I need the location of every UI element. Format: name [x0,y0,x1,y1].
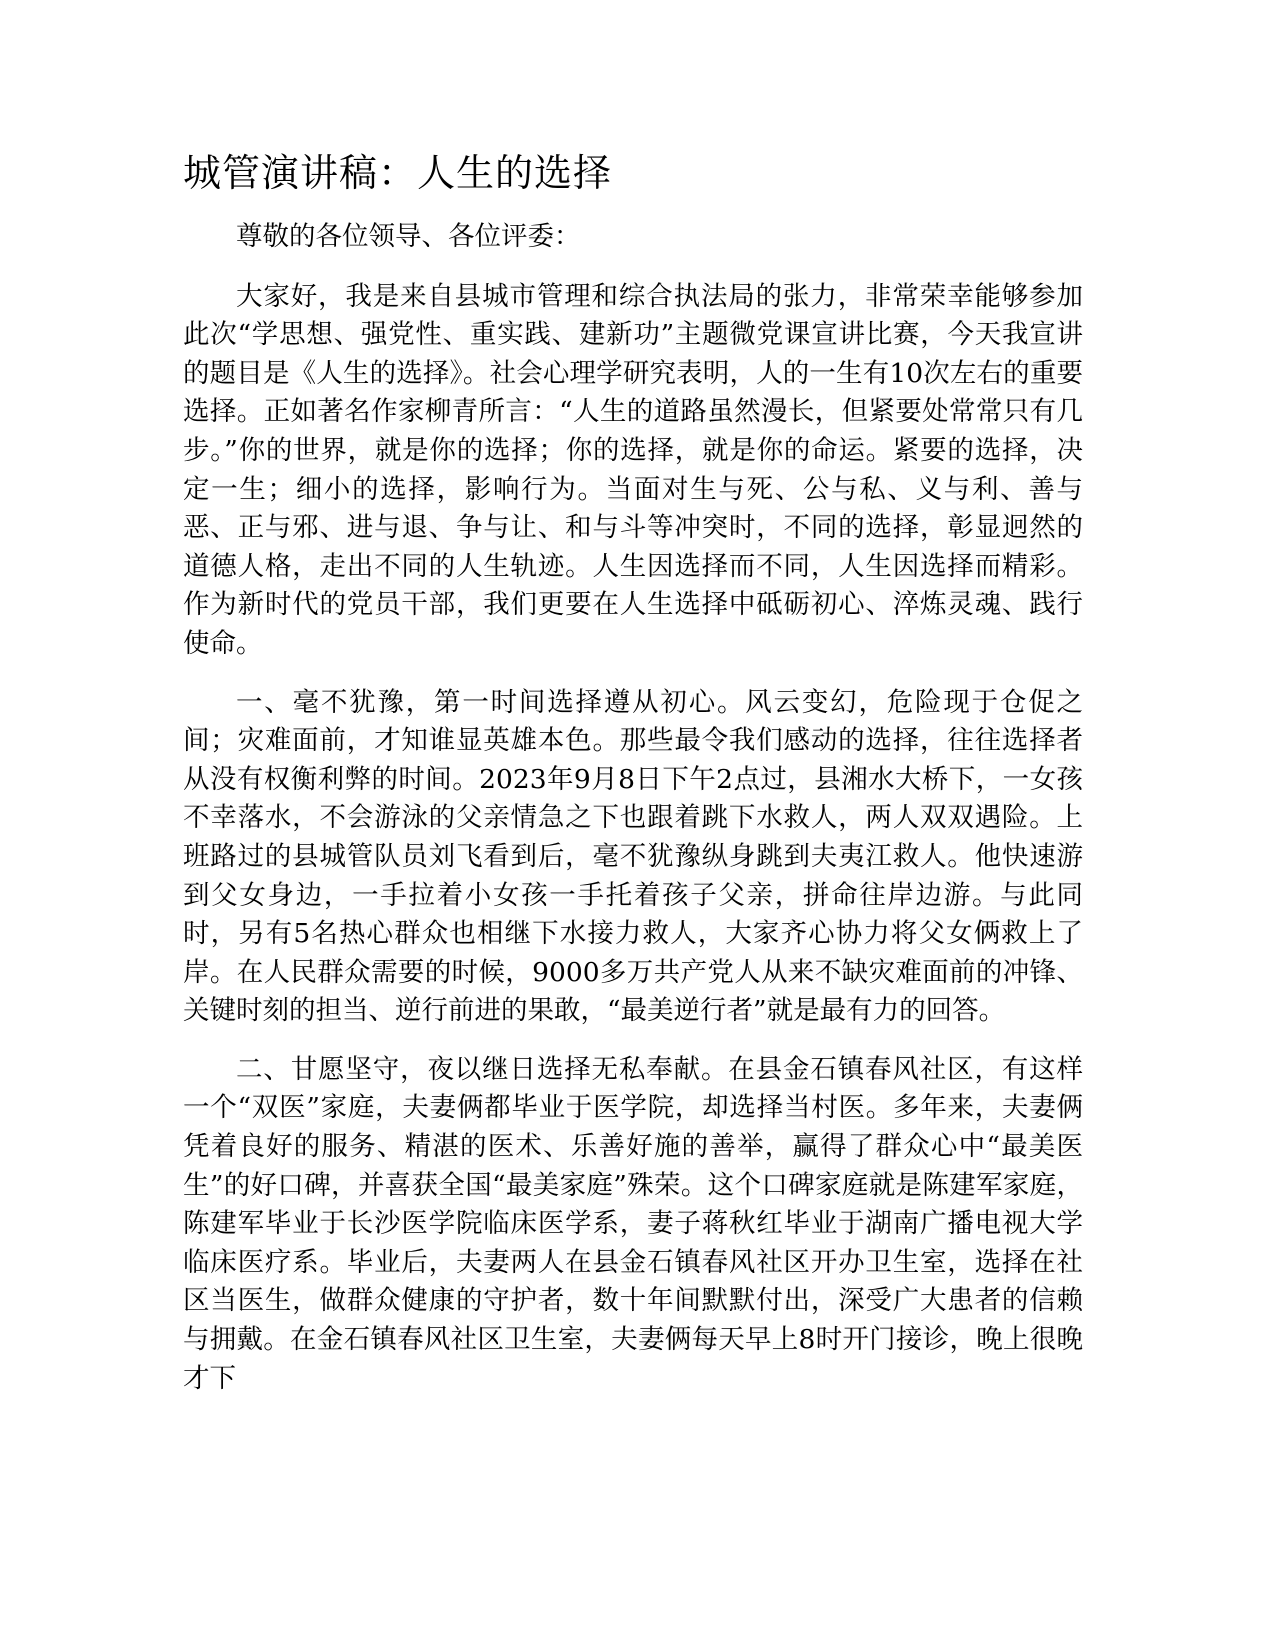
salutation-paragraph: 尊敬的各位领导、各位评委： [236,221,581,252]
document-title: 城管演讲稿：人生的选择 [183,151,613,195]
intro-paragraph: 大家好，我是来自县城市管理和综合执法局的张力，非常荣幸能够参加此次“学思想、强党性、重实践、建新功”主题微党课宣讲比赛，今天我宣讲的题目是《人生的选择》。社会心理学研究表明，人的一生有10次左右的重要选择。正如著名作家柳青所言：“人生的道路虽然漫长，但紧要处常常只有几步。”你的世界，就是你的选择；你的选择，就是你的命运。紧要的选择，决定一生；细小的选择，影响行为。当面对生与死、公与私、义与利、善与恶、正与邪、进与退、争与让、和与斗等冲突时，不同的选择，彰显迥然的道德人格，走出不同的人生轨迹。人生因选择而不同，人生因选择而精彩。作为新时代的党员干部，我们更要在人生选择中砥砺初心、淬炼灵魂、践行使命。 [183,280,1083,659]
section-two-paragraph: 二、甘愿坚守，夜以继日选择无私奉献。在县金石镇春风社区，有这样一个“双医”家庭，夫妻俩都毕业于医学院，却选择当村医。多年来，夫妻俩凭着良好的服务、精湛的医术、乐善好施的善举，赢得了群众心中“最美医生”的好口碑，并喜获全国“最美家庭”殊荣。这个口碑家庭就是陈建军家庭，陈建军毕业于长沙医学院临床医学系，妻子蒋秋红毕业于湖南广播电视大学临床医疗系。毕业后，夫妻两人在县金石镇春风社区开办卫生室，选择在社区当医生，做群众健康的守护者，数十年间默默付出，深受广大患者的信赖与拥戴。在金石镇春风社区卫生室，夫妻俩每天早上8时开门接诊，晚上很晚才下 [183,1053,1083,1394]
section-one-paragraph: 一、毫不犹豫，第一时间选择遵从初心。风云变幻，危险现于仓促之间；灾难面前，才知谁显英雄本色。那些最令我们感动的选择，往往选择者从没有权衡利弊的时间。2023年9月8日下午2点过，县湘水大桥下，一女孩不幸落水，不会游泳的父亲情急之下也跟着跳下水救人，两人双双遇险。上班路过的县城管队员刘飞看到后，毫不犹豫纵身跳到夫夷江救人。他快速游到父女身边，一手拉着小女孩一手托着孩子父亲，拼命往岸边游。与此同时，另有5名热心群众也相继下水接力救人，大家齐心协力将父女俩救上了岸。在人民群众需要的时候，9000多万共产党人从来不缺灾难面前的冲锋、关键时刻的担当、逆行前进的果敢，“最美逆行者”就是最有力的回答。 [183,686,1083,1027]
document-body [183,148,1083,1418]
